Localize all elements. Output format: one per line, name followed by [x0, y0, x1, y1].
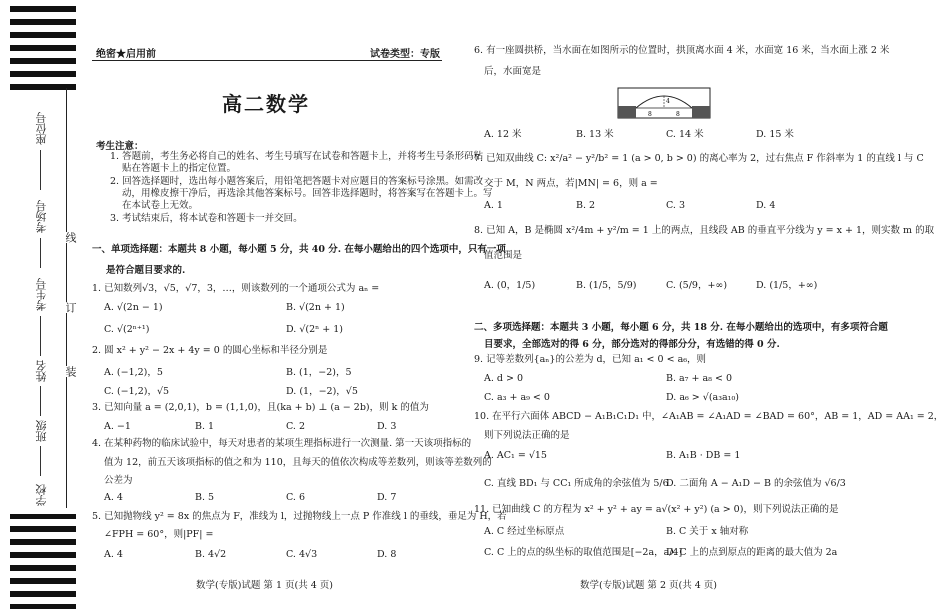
question-6-line: 6. 有一座圆拱桥，当水面在如图所示的位置时，拱顶离水面 4 米，水面宽 16 米，当水面上涨 2 米 — [474, 45, 890, 56]
q10-option-c[interactable]: C. 直线 BD₁ 与 CC₁ 所成角的余弦值为 5/6 — [484, 478, 669, 489]
q4-option-d[interactable]: D. 7 — [377, 492, 397, 503]
q3-option-a[interactable]: A. −1 — [104, 421, 131, 432]
question-7-line: 交于 M，N 两点，若|MN| = 6，则 a = — [484, 178, 658, 189]
q7-option-b[interactable]: B. 2 — [576, 200, 596, 211]
q2-option-d[interactable]: D. (1，−2)，√5 — [286, 386, 358, 397]
q3-option-b[interactable]: B. 1 — [195, 421, 215, 432]
q2-option-a[interactable]: A. (−1,2)，5 — [104, 367, 163, 378]
q4-option-c[interactable]: C. 6 — [286, 492, 306, 503]
fig-label-right: 8 — [676, 111, 680, 118]
question-5-line: 5. 已知抛物线 y² = 8x 的焦点为 F，准线为 l，过抛物线上一点 P 作准线 l 的垂线，垂足为 H，若 — [92, 511, 507, 522]
question-4-line: 值为 12，前五天该项指标的值之和为 110，且每天的值依次构成等差数列，则该等差数列的 — [104, 457, 492, 468]
question-2: 2. 圆 x² + y² − 2x + 4y = 0 的圆心坐标和半径分别是 — [92, 345, 328, 356]
q2-option-c[interactable]: C. (−1,2)，√5 — [104, 386, 170, 397]
question-8-line: 值范围是 — [484, 250, 523, 261]
q9-option-c[interactable]: C. a₃ + a₉ < 0 — [484, 392, 550, 403]
fig-label-height: 4 — [666, 98, 670, 105]
section1-title-cont: 是符合题目要求的. — [106, 265, 186, 276]
class-field[interactable] — [40, 446, 41, 476]
question-5-line: ∠FPH = 60°，则|PF| = — [104, 529, 214, 540]
q7-option-c[interactable]: C. 3 — [666, 200, 686, 211]
question-4-line: 4. 在某种药物的临床试验中，每天对患者的某项生理指标进行一次测量. 第一天该项指标的 — [92, 438, 472, 449]
q2-option-b[interactable]: B. (1，−2)，5 — [286, 367, 352, 378]
q6-option-c[interactable]: C. 14 米 — [666, 129, 704, 140]
note-line: 3. 考试结束后，将本试卷和答题卡一并交回。 — [110, 213, 303, 224]
q8-option-b[interactable]: B. (1/5，5/9) — [576, 280, 637, 291]
q10-option-b[interactable]: B. A₁B · DB = 1 — [666, 450, 741, 461]
q6-option-d[interactable]: D. 15 米 — [756, 129, 794, 140]
room-field[interactable] — [40, 238, 41, 268]
q5-option-b[interactable]: B. 4√2 — [195, 549, 227, 560]
name-label: 姓名 — [35, 360, 48, 382]
page-title: 高二数学 — [222, 92, 310, 116]
question-10-line: 则下列说法正确的是 — [484, 430, 570, 441]
cut-line-mark: 线 — [64, 232, 77, 243]
seat-label: 座位号 — [35, 112, 48, 145]
q5-option-d[interactable]: D. 8 — [377, 549, 397, 560]
q3-option-c[interactable]: C. 2 — [286, 421, 306, 432]
note-line: 贴在答题卡上的指定位置。 — [122, 163, 237, 174]
note-line: 1. 答题前，考生务必将自己的姓名、考生号填写在试卷和答题卡上，并将考生号条形码粘 — [110, 151, 484, 162]
question-3: 3. 已知向量 a = (2,0,1)，b = (1,1,0)，且(ka + b) ⊥ (a − 2b)，则 k 的值为 — [92, 402, 429, 413]
section1-title: 一、单项选择题：本题共 8 小题，每小题 5 分，共 40 分. 在每小题给出的四个选项中，只有一项 — [92, 244, 506, 255]
note-line: 在本试卷上无效。 — [122, 200, 199, 211]
section2-title: 二、多项选择题：本题共 3 小题，每小题 6 分，共 18 分. 在每小题给出的选项中，有多项符合题 — [474, 322, 888, 333]
q1-option-d[interactable]: D. √(2ⁿ + 1) — [286, 324, 343, 335]
q5-option-c[interactable]: C. 4√3 — [286, 549, 318, 560]
staple-mark: 订 — [64, 302, 77, 313]
q4-option-b[interactable]: B. 5 — [195, 492, 215, 503]
page2-footer: 数学(专版)试题 第 2 页(共 4 页) — [580, 580, 718, 591]
q7-option-d[interactable]: D. 4 — [756, 200, 776, 211]
q10-option-a[interactable]: A. AC₁ = √15 — [484, 450, 547, 461]
question-9: 9. 记等差数列{aₙ}的公差为 d，已知 a₁ < 0 < a₆，则 — [474, 354, 707, 365]
q8-option-d[interactable]: D. (1/5，+∞) — [756, 280, 818, 291]
room-label: 考场号 — [35, 200, 48, 233]
exam-no-label: 考生号 — [35, 278, 48, 311]
q9-option-a[interactable]: A. d > 0 — [484, 373, 524, 384]
q3-option-d[interactable]: D. 3 — [377, 421, 397, 432]
q11-option-c[interactable]: C. C 上的点的纵坐标的取值范围是[−2a，a/4] — [484, 547, 683, 558]
bind-mark: 装 — [64, 366, 77, 377]
name-field[interactable] — [40, 386, 41, 416]
q6-option-b[interactable]: B. 13 米 — [576, 129, 614, 140]
note-line: 动，用橡皮擦干净后，再选涂其他答案标号。回答非选择题时，将答案写在答题卡上。写 — [122, 188, 493, 199]
binding-line — [66, 88, 67, 508]
school-label: 学校 — [35, 484, 48, 506]
question-8-line: 8. 已知 A，B 是椭圆 x²/4m + y²/m = 1 上的两点，且线段 AB 的垂直平分线为 y = x + 1，则实数 m 的取 — [474, 225, 935, 236]
q5-option-a[interactable]: A. 4 — [104, 549, 123, 560]
q10-option-d[interactable]: D. 二面角 A − A₁D − B 的余弦值为 √6/3 — [666, 478, 846, 489]
exam-no-field[interactable] — [40, 316, 41, 356]
q1-option-a[interactable]: A. √(2n − 1) — [104, 302, 163, 313]
q9-option-d[interactable]: D. a₆ > √(a₃a₁₀) — [666, 392, 740, 403]
q7-option-a[interactable]: A. 1 — [484, 200, 503, 211]
q8-option-c[interactable]: C. (5/9，+∞) — [666, 280, 728, 291]
question-10-line: 10. 在平行六面体 ABCD − A₁B₁C₁D₁ 中，∠A₁AB = ∠A₁AD = ∠BAD = 60°，AB = 1，AD = AA₁ = 2， — [474, 411, 943, 422]
header-rule — [92, 60, 442, 61]
note-line: 2. 回答选择题时，选出每小题答案后，用铅笔把答题卡对应题目的答案标号涂黑。如需改 — [110, 176, 484, 187]
question-7-line: 7. 已知双曲线 C: x²/a² − y²/b² = 1 (a > 0, b > 0) 的离心率为 2，过右焦点 F 作斜率为 1 的直线 l 与 C — [474, 153, 924, 164]
question-4-line: 公差为 — [104, 475, 133, 486]
page1-footer: 数学(专版)试题 第 1 页(共 4 页) — [196, 580, 334, 591]
q4-option-a[interactable]: A. 4 — [104, 492, 123, 503]
class-label: 班级 — [35, 420, 48, 442]
fig-label-left: 8 — [648, 111, 652, 118]
q1-option-b[interactable]: B. √(2n + 1) — [286, 302, 345, 313]
question-6-line: 后，水面宽是 — [484, 66, 542, 77]
q11-option-d[interactable]: D. C 上的点到原点的距离的最大值为 2a — [666, 547, 838, 558]
q1-option-c[interactable]: C. √(2ⁿ⁺¹) — [104, 324, 150, 335]
seat-field[interactable] — [40, 150, 41, 190]
question-11: 11. 已知曲线 C 的方程为 x² + y² + ay = a√(x² + y²) (a > 0)，则下列说法正确的是 — [474, 504, 839, 515]
q11-option-a[interactable]: A. C 经过坐标原点 — [484, 526, 565, 537]
notes-title: 考生注意： — [96, 141, 144, 152]
arch-bridge-figure — [616, 86, 712, 120]
q8-option-a[interactable]: A. (0，1/5) — [484, 280, 536, 291]
confidential-label: 绝密★启用前 — [96, 49, 156, 60]
q9-option-b[interactable]: B. a₇ + a₈ < 0 — [666, 373, 733, 384]
question-1: 1. 已知数列√3，√5，√7，3，…，则该数列的一个通项公式为 aₙ = — [92, 283, 380, 294]
q6-option-a[interactable]: A. 12 米 — [484, 129, 522, 140]
q11-option-b[interactable]: B. C 关于 x 轴对称 — [666, 526, 749, 537]
paper-type-label: 试卷类型：专版 — [370, 49, 440, 60]
section2-title-cont: 目要求，全部选对的得 6 分，部分选对的得部分分，有选错的得 0 分. — [484, 339, 780, 350]
